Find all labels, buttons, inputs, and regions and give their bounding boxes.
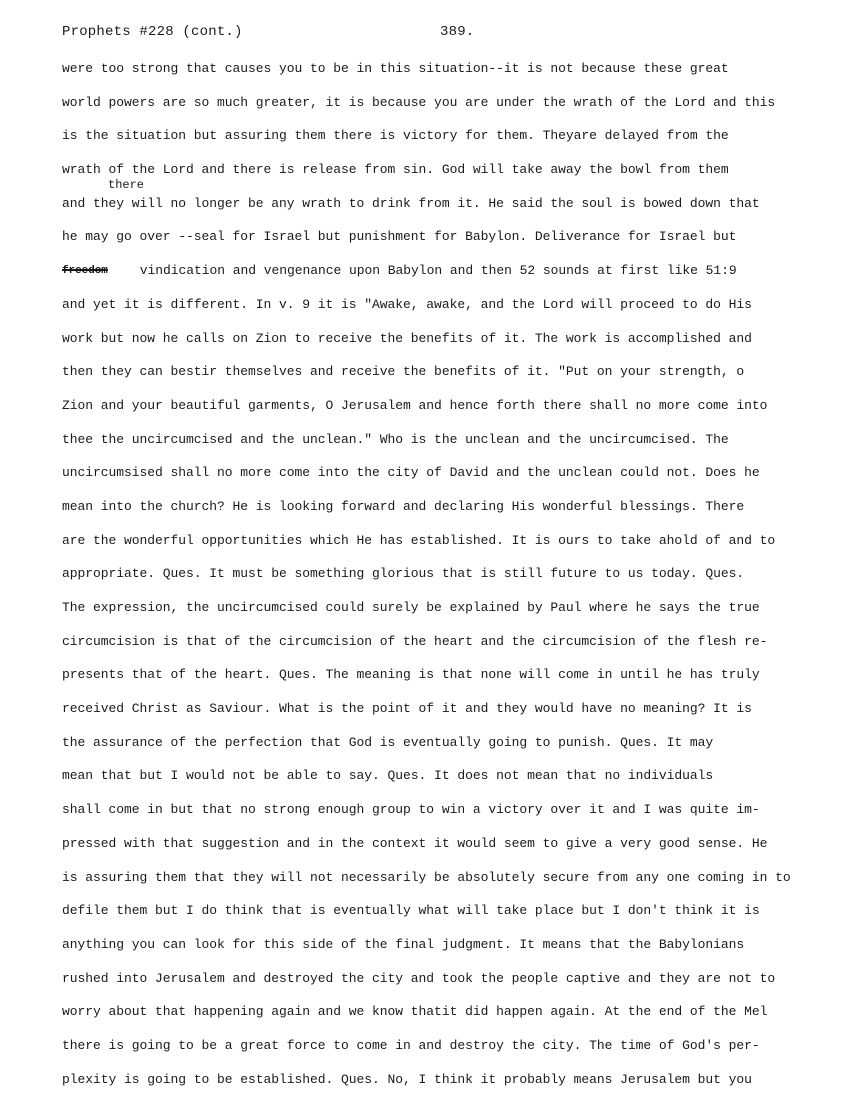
text-line: then they can bestir themselves and receive the benefits of it. "Put on your strength, o [62,364,745,380]
text-line: presents that of the heart. Ques. The meaning is that none will come in until he has truly [62,667,760,683]
text-line: were too strong that causes you to be in this situation--it is not because these great [62,61,729,76]
text-line: and they will no longer be any wrath to drink from it. He said the soul is bowed down that [62,195,760,211]
text-line: is assuring them that they will not necessarily be absolutely secure from any one coming in to [62,869,791,885]
text-line: shall come in but that no strong enough group to win a victory over it and I was quite im- [62,802,760,818]
text-line: worry about that happening again and we know thatit did happen again. At the end of the Mel [62,1004,768,1020]
text-line: wrath of the Lord and there is release from sin. God will take away the bowl from them [62,162,729,178]
struck-out-word: freedom [62,265,108,278]
text-line: mean into the church? He is looking forward and declaring His wonderful blessings. There [62,498,745,514]
text-line-with-strike [62,260,842,294]
text-line: world powers are so much greater, it is because you are under the wrath of the Lord and this [62,94,776,110]
text-line-rest: vindication and vengenance upon Babylon and then 52 sounds at first like 51:9 [139,263,737,279]
text-line: appropriate. Ques. It must be something glorious that is still future to us today. Ques. [62,566,745,582]
text-line: work but now he calls on Zion to receive the benefits of it. The work is accomplished and [62,330,752,346]
transcript-body [62,58,842,1102]
text-line: there is going to be a great force to come in and destroy the city. The time of God's per- [62,1037,760,1053]
text-line: defile them but I do think that is eventually what will take place but I don't think it is [62,903,760,919]
text-line: the assurance of the perfection that God is eventually going to punish. Ques. It may [62,734,714,750]
text-line: The expression, the uncircumcised could surely be explained by Paul where he says the true [62,600,760,615]
text-line: circumcision is that of the circumcision of the heart and the circumcision of the flesh re- [62,633,768,649]
header-title: Prophets #228 (cont.) [62,24,243,40]
text-line: is the situation but assuring them there is victory for them. Theyare delayed from the [62,128,729,144]
text-line: received Christ as Saviour. What is the point of it and they would have no meaning? It is [62,701,752,717]
handwritten-insertion: there [108,178,145,192]
text-line: thee the uncircumcised and the unclean." Who is the unclean and the uncircumcised. The [62,431,729,447]
text-line: and yet it is different. In v. 9 it is "Awake, awake, and the Lord will proceed to do His [62,296,752,312]
text-line: mean that but I would not be able to say. Ques. It does not mean that no individuals [62,768,714,784]
text-line: he may go over --seal for Israel but punishment for Babylon. Deliverance for Israel but [62,229,737,245]
text-line: rushed into Jerusalem and destroyed the city and took the people captive and they are not to [62,970,776,986]
text-line: uncircumsised shall no more come into the city of David and the unclean could not. Does he [62,465,760,481]
text-line: anything you can look for this side of the final judgment. It means that the Babylonians [62,936,745,952]
text-line: are the wonderful opportunities which He has established. It is ours to take ahold of and to [62,532,776,548]
text-line: Zion and your beautiful garments, O Jerusalem and hence forth there shall no more come into [62,397,768,413]
page-number: 389. [440,24,475,40]
page-header [62,24,822,46]
text-line: pressed with that suggestion and in the context it would seem to give a very good sense. He [62,835,768,851]
text-line: plexity is going to be established. Ques. No, I think it probably means Jerusalem but you [62,1071,752,1087]
